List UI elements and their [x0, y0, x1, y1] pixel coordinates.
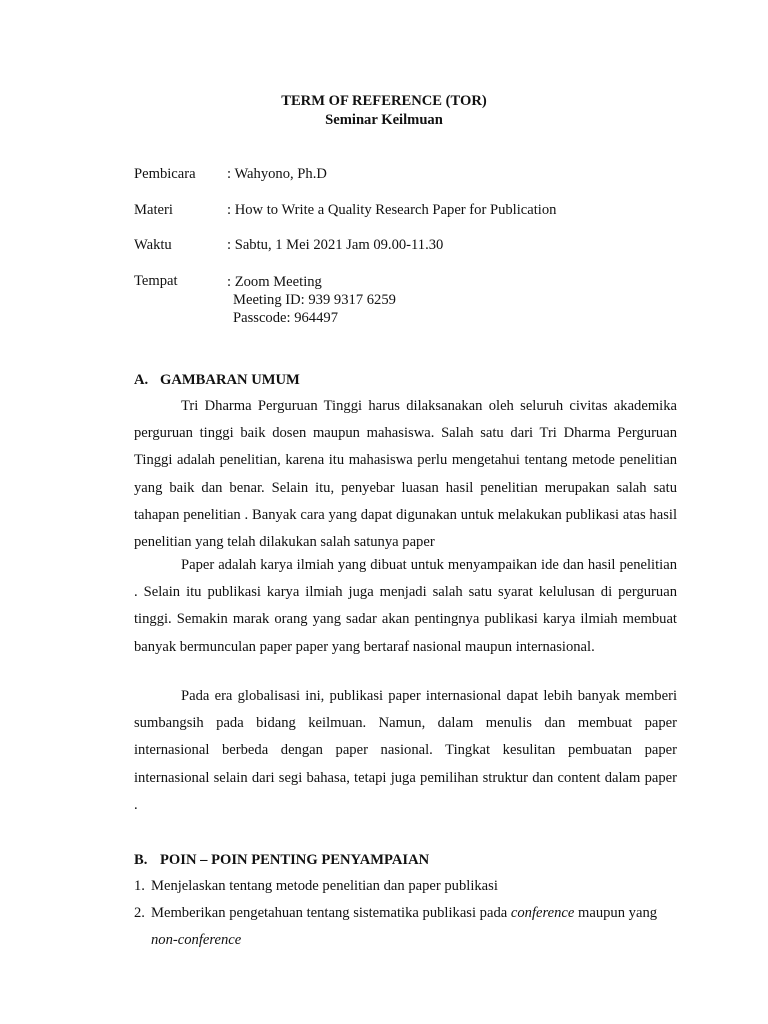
list-item-2-continuation: non-conference [151, 932, 242, 948]
list-item-2-text-pre: Memberikan pengetahuan tentang sistematika publikasi pada [151, 905, 511, 921]
tempat-value: : Zoom Meeting [227, 274, 322, 290]
list-item-2-number: 2. [134, 905, 145, 921]
section-b-heading [134, 852, 429, 869]
section-a-heading [134, 372, 300, 389]
info-label-materi: Materi [134, 202, 173, 218]
list-item-1-text: Menjelaskan tentang metode penelitian dan paper publikasi [151, 878, 498, 894]
list-item-1-number: 1. [134, 878, 145, 894]
section-a-paragraph-1: Tri Dharma Perguruan Tinggi harus dilaksanakan oleh seluruh civitas akademika perguruan tinggi baik dosen maupun mahasiswa. Salah satu dari Tri Dharma Perguruan Tinggi adalah penelitian, karena itu mahasiswa perlu mengetahui tentang metode penelitian yang baik dan benar. Selain itu, penyebar luasan hasil penelitian merupakan salah satu tahapan penelitian . Banyak cara yang dapat digunakan untuk melakukan publikasi atas hasil penelitian yang telah dilakukan salah satunya paper [134, 398, 677, 551]
info-value-materi: : How to Write a Quality Research Paper for Publication [227, 202, 557, 218]
meeting-id: Meeting ID: 939 9317 6259 [233, 292, 396, 308]
list-item-2-text [151, 900, 696, 927]
section-a-paragraph-2: Paper adalah karya ilmiah yang dibuat untuk menyampaikan ide dan hasil penelitian . Selain itu publikasi karya ilmiah juga menjadi salah satu syarat kelulusan di perguruan tinggi. Semakin marak orang yang sadar akan pentingnya publikasi karya ilmiah membuat banyak bermunculan paper paper yang bertaraf nasional maupun internasional. [134, 557, 677, 655]
section-b-letter: B. [134, 852, 148, 868]
section-a-letter: A. [134, 372, 149, 388]
list-item-2-text-post: maupun yang [574, 905, 658, 921]
document-title: TERM OF REFERENCE (TOR) [281, 93, 487, 109]
info-label-waktu: Waktu [134, 237, 172, 253]
section-a-title: GAMBARAN UMUM [160, 372, 300, 388]
info-label-pembicara: Pembicara [134, 166, 196, 182]
section-a-paragraph-3: Pada era globalisasi ini, publikasi paper internasional dapat lebih banyak memberi sumbangsih pada bidang keilmuan. Namun, dalam menulis dan membuat paper internasional berbeda dengan paper nasional. Tingkat kesulitan pembuatan paper internasional selain dari segi bahasa, tetapi juga pemilihan struktur dan content dalam paper . [134, 688, 677, 813]
section-b-title: POIN – POIN PENTING PENYAMPAIAN [160, 852, 430, 868]
info-label-tempat: Tempat [134, 273, 178, 289]
document-subtitle: Seminar Keilmuan [325, 112, 443, 128]
meeting-passcode: Passcode: 964497 [233, 310, 338, 326]
info-value-waktu: : Sabtu, 1 Mei 2021 Jam 09.00-11.30 [227, 237, 444, 253]
info-value-pembicara: : Wahyono, Ph.D [227, 166, 327, 182]
list-item-2-emphasis: conference [510, 905, 575, 921]
info-value-tempat [227, 273, 396, 327]
